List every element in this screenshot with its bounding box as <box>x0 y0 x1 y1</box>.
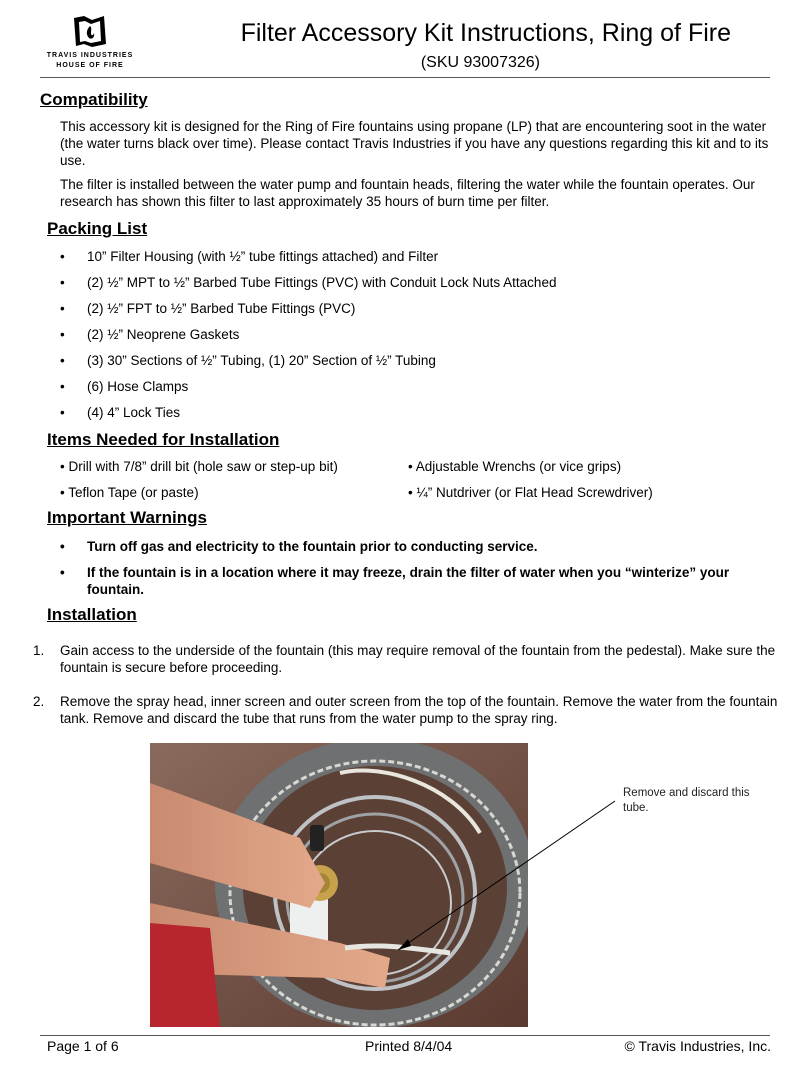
warning-item <box>60 538 780 555</box>
bullet: • <box>60 539 65 554</box>
compatibility-heading: Compatibility <box>40 90 148 109</box>
compatibility-paragraph-2: The filter is installed between the water pump and fountain heads, filtering the water while the fountain operates. Our research has shown this filter to last approximately 35 hours of burn time per filter. <box>60 177 755 209</box>
warning-item <box>60 564 780 598</box>
packing-item-text: (4) 4” Lock Ties <box>87 405 181 420</box>
logo-line2: HOUSE OF FIRE <box>56 62 124 69</box>
packing-item-text: (2) ½” Neoprene Gaskets <box>87 327 240 342</box>
step-text: Gain access to the underside of the fountain (this may require removal of the fountain from the pedestal). Make sure the fountain is secure before proceeding. <box>60 643 776 675</box>
warnings-heading: Important Warnings <box>47 508 207 527</box>
logo-line1: TRAVIS INDUSTRIES <box>46 52 134 59</box>
items-needed-grid <box>60 458 780 508</box>
copyright: © Travis Industries, Inc. <box>624 1038 771 1054</box>
list-item <box>60 248 780 274</box>
bullet: • <box>60 249 65 264</box>
list-item <box>60 300 780 326</box>
installation-heading: Installation <box>47 605 137 624</box>
installation-step <box>33 642 778 676</box>
tool-item: • Drill with 7/8” drill bit (hole saw or step-up bit) <box>60 459 338 474</box>
list-item <box>60 404 780 430</box>
step-number: 2. <box>33 694 45 709</box>
packing-item-text: (3) 30” Sections of ½” Tubing, (1) 20” Section of ½” Tubing <box>87 353 436 368</box>
warnings-list <box>60 538 780 598</box>
packing-item-text: (2) ½” MPT to ½” Barbed Tube Fittings (PVC) with Conduit Lock Nuts Attached <box>87 275 557 290</box>
warning-text: Turn off gas and electricity to the fountain prior to conducting service. <box>87 539 538 554</box>
installation-step <box>33 693 778 727</box>
packing-list <box>60 248 780 430</box>
bullet: • <box>60 301 65 316</box>
header-divider <box>40 77 770 78</box>
page-number: Page 1 of 6 <box>47 1038 119 1054</box>
list-item <box>60 326 780 352</box>
compatibility-paragraph-1: This accessory kit is designed for the Ring of Fire fountains using propane (LP) that are encountering soot in the water (the water turns black over time). Please contact Travis Industries if you have any questions regarding this kit and to its use. <box>60 119 769 168</box>
step-number: 1. <box>33 643 45 658</box>
bullet: • <box>60 275 65 290</box>
items-needed-heading: Items Needed for Installation <box>47 430 280 449</box>
bullet: • <box>60 405 65 420</box>
bullet: • <box>60 379 65 394</box>
packing-list-heading: Packing List <box>47 219 148 238</box>
photo-callout: Remove and discard this tube. <box>623 787 750 814</box>
packing-item-text: 10” Filter Housing (with ½” tube fittings attached) and Filter <box>87 249 439 264</box>
list-item <box>60 352 780 378</box>
tool-item: • ¼” Nutdriver (or Flat Head Screwdriver) <box>408 485 653 500</box>
company-logo <box>40 14 140 74</box>
packing-item-text: (2) ½” FPT to ½” Barbed Tube Fittings (PVC) <box>87 301 356 316</box>
packing-item-text: (6) Hose Clamps <box>87 379 189 394</box>
tool-item: • Adjustable Wrenchs (or vice grips) <box>408 459 622 474</box>
page-title: Filter Accessory Kit Instructions, Ring of Fire <box>240 19 731 47</box>
travis-flame-logo-icon <box>70 14 110 50</box>
bullet: • <box>60 353 65 368</box>
tool-item: • Teflon Tape (or paste) <box>60 485 199 500</box>
bullet: • <box>60 327 65 342</box>
bullet: • <box>60 565 65 580</box>
footer-divider <box>40 1035 770 1036</box>
list-item <box>60 274 780 300</box>
fountain-underside-photo <box>150 743 528 1027</box>
step-text: Remove the spray head, inner screen and outer screen from the top of the fountain. Remove the water from the fountain tank. Remove and discard the tube that runs from the water pump to the spray ring. <box>60 694 778 726</box>
list-item <box>60 378 780 404</box>
sku-label: (SKU 93007326) <box>420 54 540 71</box>
warning-text: If the fountain is in a location where it may freeze, drain the filter of water when you “winterize” your fountain. <box>87 565 730 597</box>
printed-date: Printed 8/4/04 <box>365 1038 453 1054</box>
